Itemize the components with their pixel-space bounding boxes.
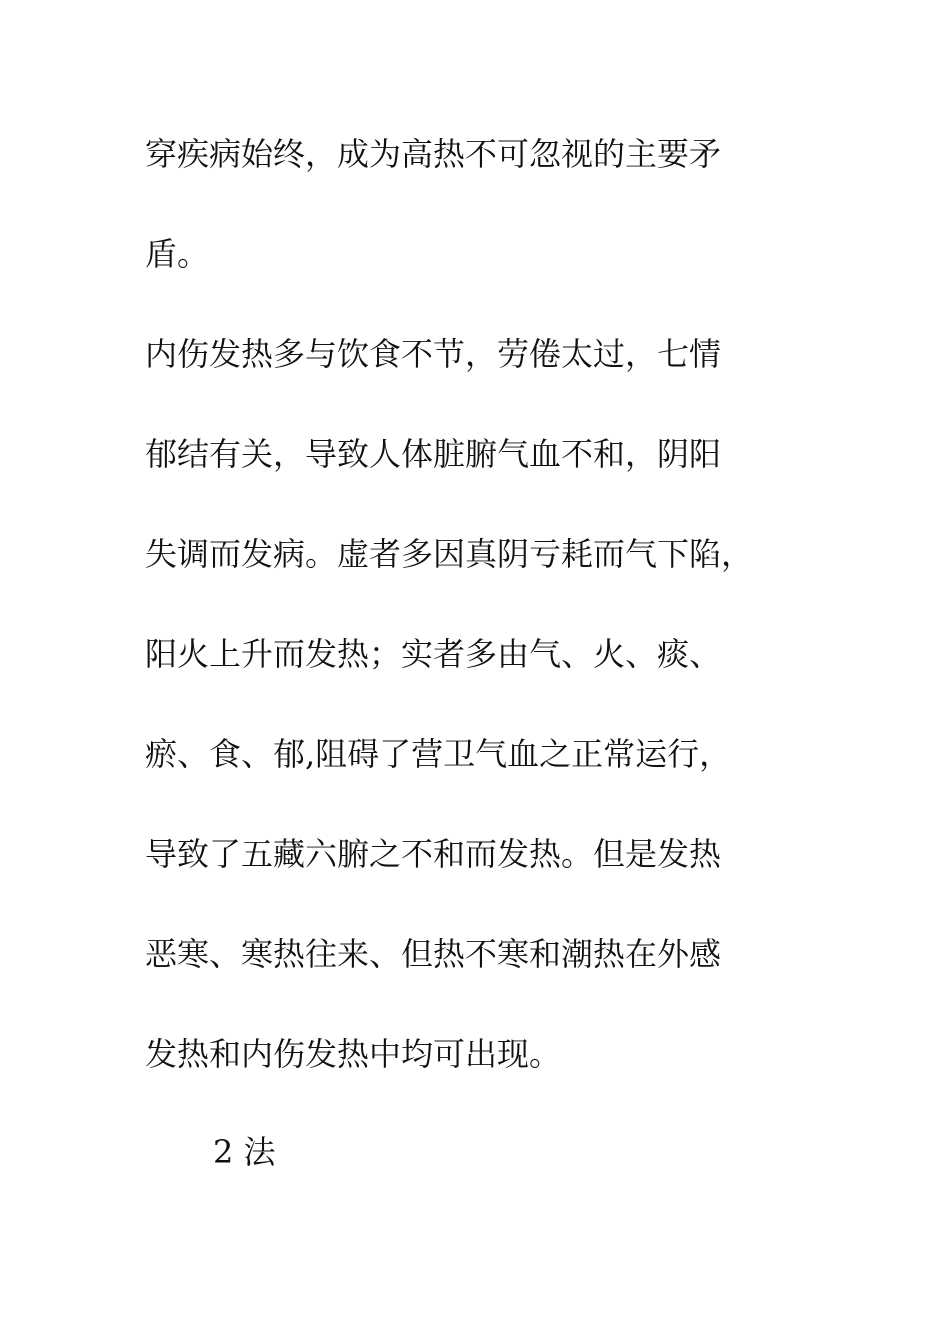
paragraph-line-10: 发热和内伤发热中均可出现。	[145, 1035, 562, 1073]
paragraph-line-6: 阳火上升而发热；实者多由气、火、痰、	[145, 635, 722, 673]
paragraph-line-9: 恶寒、寒热往来、但热不寒和潮热在外感	[145, 935, 722, 973]
paragraph-line-4: 郁结有关，导致人体脏腑气血不和，阴阳	[145, 435, 722, 473]
paragraph-line-2: 盾。	[145, 235, 210, 273]
section-heading: 2 法	[213, 1133, 276, 1171]
paragraph-line-7: 瘀、食、郁,阻碍了营卫气血之正常运行，	[145, 735, 732, 773]
paragraph-line-8: 导致了五藏六腑之不和而发热。但是发热	[145, 835, 722, 873]
paragraph-line-1: 穿疾病始终，成为高热不可忽视的主要矛	[145, 135, 722, 173]
paragraph-line-3: 内伤发热多与饮食不节，劳倦太过，七情	[145, 335, 722, 373]
paragraph-line-5: 失调而发病。虚者多因真阴亏耗而气下陷，	[145, 535, 754, 573]
